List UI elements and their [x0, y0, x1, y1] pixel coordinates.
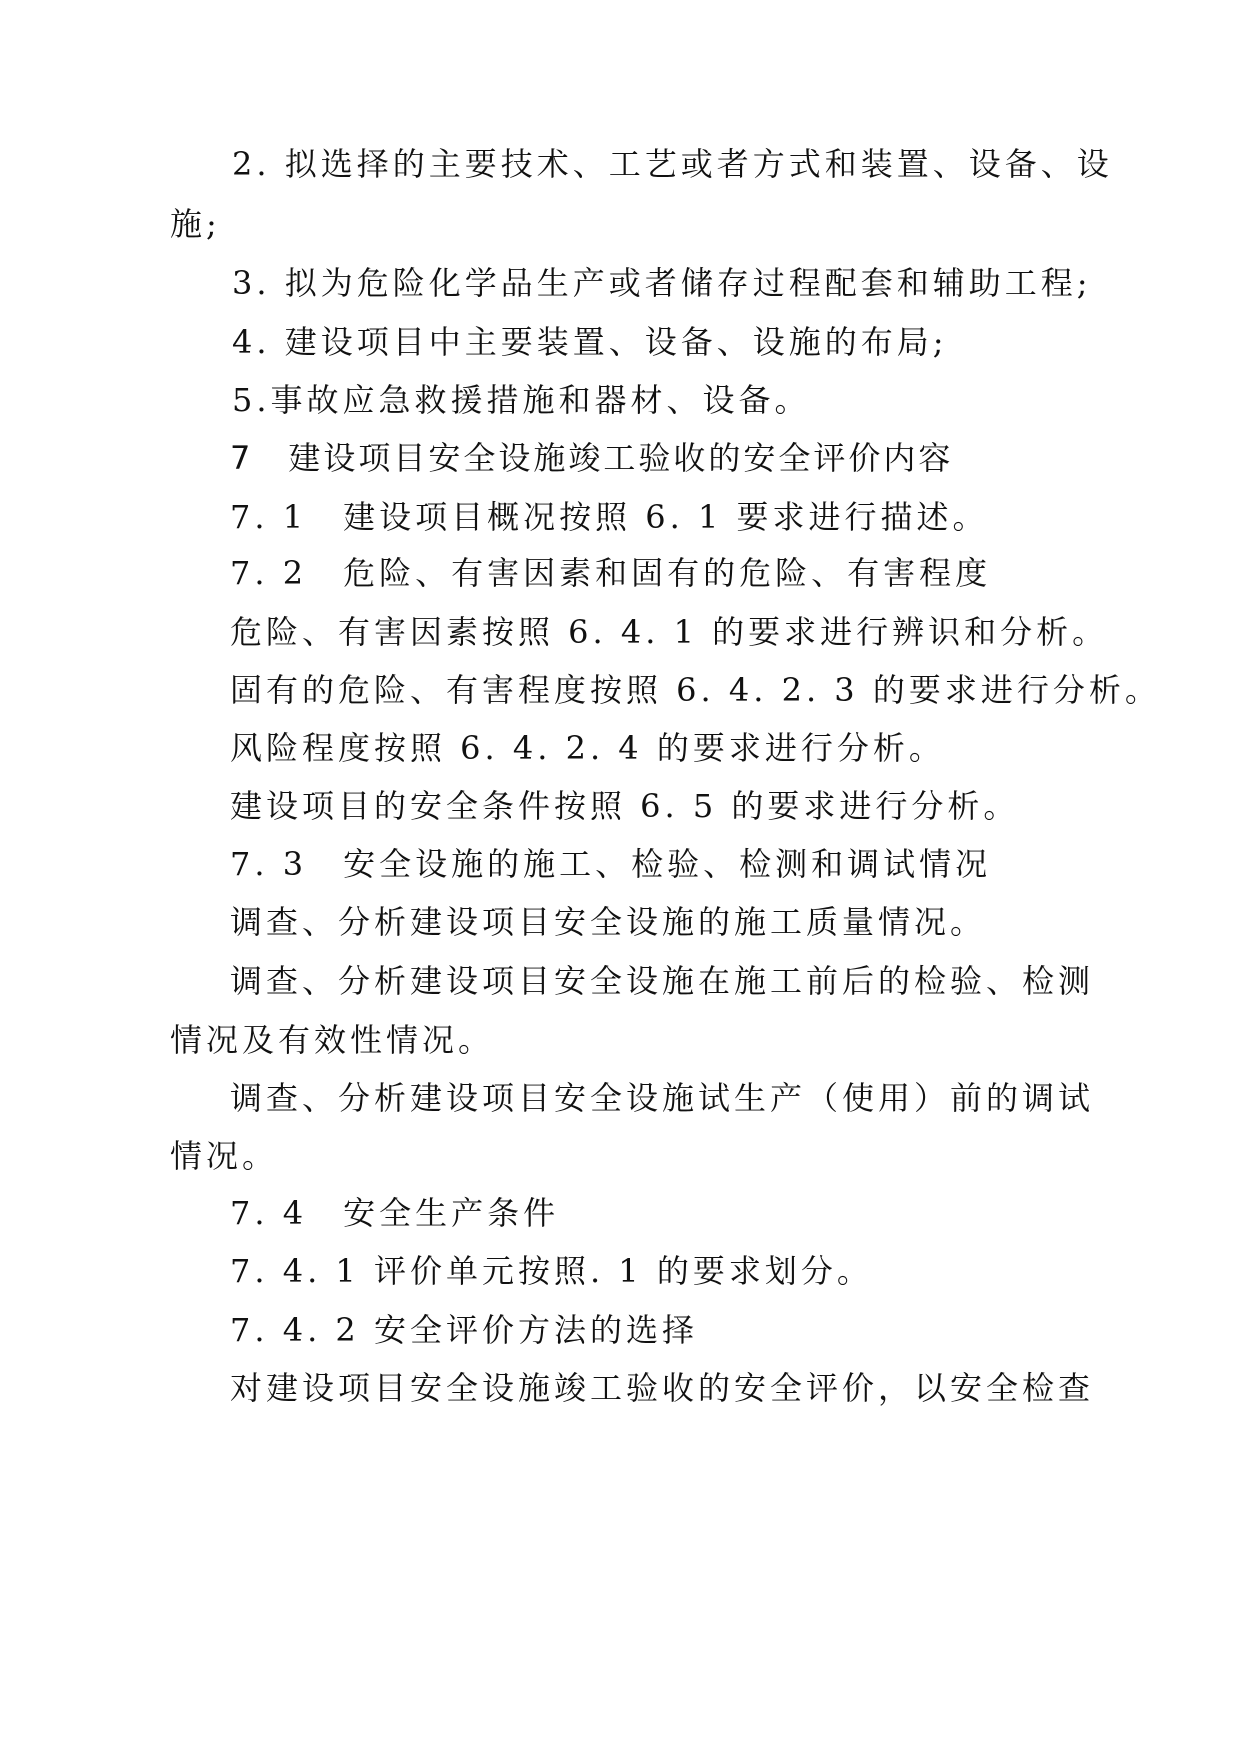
list-item-5: 5.事故应急救援措施和器材、设备。	[232, 381, 811, 419]
list-item-4: 4. 建设项目中主要装置、设备、设施的布局;	[232, 323, 948, 361]
paragraph: 固有的危险、有害程度按照 6. 4. 2. 3 的要求进行分析。	[230, 671, 1161, 709]
paragraph: 危险、有害因素按照 6. 4. 1 的要求进行辨识和分析。	[230, 613, 1109, 651]
paragraph: 调查、分析建设项目安全设施的施工质量情况。	[230, 903, 987, 941]
list-item-3: 3. 拟为危险化学品生产或者储存过程配套和辅助工程;	[232, 264, 1092, 302]
clause-7-4-2: 7. 4. 2 安全评价方法的选择	[230, 1311, 698, 1349]
clause-7-4: 7. 4 安全生产条件	[230, 1194, 560, 1232]
paragraph: 建设项目的安全条件按照 6. 5 的要求进行分析。	[230, 787, 1020, 825]
clause-7-4-1: 7. 4. 1 评价单元按照. 1 的要求划分。	[230, 1252, 873, 1290]
paragraph: 风险程度按照 6. 4. 2. 4 的要求进行分析。	[230, 729, 945, 767]
paragraph: 对建设项目安全设施竣工验收的安全评价，以安全检查	[230, 1369, 1095, 1407]
clause-7-2: 7. 2 危险、有害因素和固有的危险、有害程度	[230, 554, 992, 592]
clause-7-3: 7. 3 安全设施的施工、检验、检测和调试情况	[230, 845, 992, 883]
paragraph: 调查、分析建设项目安全设施在施工前后的检验、检测	[230, 962, 1095, 1000]
paragraph-continuation: 情况。	[170, 1137, 279, 1175]
list-item-2-continuation: 施;	[170, 205, 221, 243]
list-item-2: 2. 拟选择的主要技术、工艺或者方式和装置、设备、设	[232, 145, 1113, 183]
section-heading-7: 7 建设项目安全设施竣工验收的安全评价内容	[230, 439, 954, 477]
paragraph: 调查、分析建设项目安全设施试生产（使用）前的调试	[230, 1079, 1095, 1117]
paragraph-continuation: 情况及有效性情况。	[170, 1021, 495, 1059]
clause-7-1: 7. 1 建设项目概况按照 6. 1 要求进行描述。	[230, 498, 989, 536]
